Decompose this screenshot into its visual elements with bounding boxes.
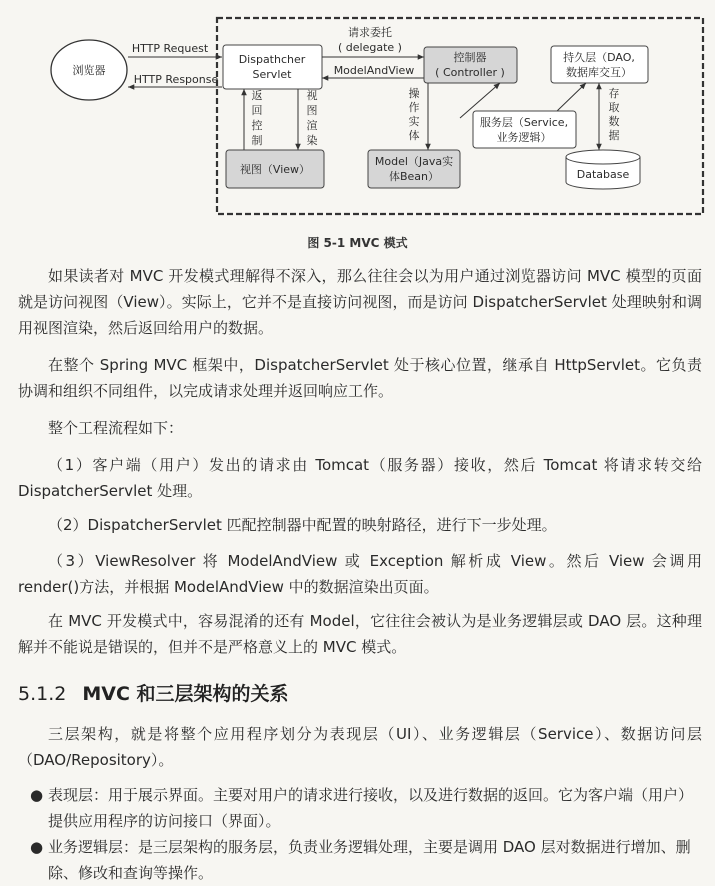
svg-text:数: 数	[608, 115, 620, 128]
mvc-diagram	[0, 0, 715, 232]
delegate-label-2: ( delegate )	[338, 41, 402, 54]
http-response-label: HTTP Response	[133, 73, 219, 86]
controller-label-1: 控制器	[453, 51, 487, 64]
persistence-label-1: 持久层（DAO,	[563, 51, 635, 64]
service-label-1: 服务层（Service,	[479, 116, 569, 129]
svg-text:返: 返	[251, 89, 263, 102]
bullet-item	[30, 782, 702, 834]
modelandview-label: ModelAndView	[333, 64, 415, 77]
delegate-label-1: 请求委托	[348, 26, 392, 39]
bullet-dot: ●	[30, 786, 44, 804]
svg-text:图: 图	[306, 104, 318, 117]
return-control-label	[252, 89, 263, 147]
dispatcher-servlet-box	[223, 45, 322, 89]
svg-text:回: 回	[251, 104, 263, 117]
bullet-dot: ●	[30, 838, 44, 856]
svg-text:取: 取	[608, 101, 620, 114]
svg-text:操: 操	[408, 87, 420, 100]
service-label-2: 业务逻辑）	[496, 131, 552, 144]
model-label-1: Model（Java实	[374, 155, 454, 168]
paragraph-5: （2）DispatcherServlet 匹配控制器中配置的映射路径，进行下一步处理。	[48, 516, 557, 534]
svg-text:体: 体	[408, 129, 420, 142]
browser-label: 浏览器	[72, 64, 106, 77]
svg-text:作: 作	[408, 101, 420, 114]
view-label: 视图（View）	[239, 163, 311, 176]
svg-text:据: 据	[608, 129, 620, 142]
bullet-text: 业务逻辑层：是三层架构的服务层，负责业务逻辑处理，主要是调用 DAO 层对数据进行增加、删除、修改和查询等操作。	[48, 838, 691, 882]
paragraph-4: （1）客户端（用户）发出的请求由 Tomcat（服务器）接收，然后 Tomcat 将请求转交给 DispatcherServlet 处理。	[18, 456, 702, 500]
figure-caption: 图 5-1 MVC 模式	[307, 236, 408, 250]
paragraph-3: 整个工程流程如下：	[48, 419, 184, 437]
bullet-text: 表现层：用于展示界面。主要对用户的请求进行接收，以及进行数据的返回。它为客户端（用户）提供应用程序的访问接口（界面）。	[48, 786, 694, 830]
paragraph-1: 如果读者对 MVC 开发模式理解得不深入，那么往往会以为用户通过浏览器访问 MVC 模型的页面就是访问视图（View）。实际上，它并不是直接访问视图，而是访问 DispatcherServlet 处理映射和调用视图渲染，然后返回给用户的数据。	[18, 267, 702, 337]
operate-entity-label	[409, 86, 420, 142]
service-persistence-arrow	[556, 83, 586, 112]
svg-text:实: 实	[408, 115, 420, 128]
svg-text:制: 制	[251, 134, 263, 147]
dispatcher-label-1: Dispathcher	[238, 53, 306, 66]
access-data-label	[609, 87, 620, 142]
dispatcher-label-2: Servlet	[252, 68, 292, 81]
svg-text:控: 控	[251, 119, 263, 132]
section-title: MVC 和三层架构的关系	[82, 683, 289, 705]
svg-text:视: 视	[306, 89, 318, 102]
view-render-label	[307, 89, 318, 147]
persistence-label-2: 数据库交互）	[566, 66, 632, 79]
http-request-label: HTTP Request	[131, 42, 209, 55]
paragraph-2: 在整个 Spring MVC 框架中，DispatcherServlet 处于核心位置，继承自 HttpServlet。它负责协调和组织不同组件，以完成请求处理并返回响应工作。	[18, 356, 702, 400]
paragraph-6: （3）ViewResolver 将 ModelAndView 或 Exception 解析成 View。然后 View 会调用 render()方法，并根据 ModelAndView 中的数据渲染出页面。	[18, 552, 702, 596]
svg-text:染: 染	[306, 134, 318, 147]
paragraph-7: 在 MVC 开发模式中，容易混淆的还有 Model，它往往会被认为是业务逻辑层或 DAO 层。这种理解并不能说是错误的，但并不是严格意义上的 MVC 模式。	[18, 612, 702, 656]
controller-label-2: ( Controller )	[435, 66, 505, 79]
section-heading	[18, 679, 289, 706]
bullet-item	[30, 834, 702, 886]
model-label-2: 体Bean）	[388, 170, 440, 183]
section-paragraph: 三层架构，就是将整个应用程序划分为表现层（UI）、业务逻辑层（Service）、数据访问层（DAO/Repository）。	[18, 725, 702, 769]
database-label: Database	[576, 168, 630, 181]
svg-text:存: 存	[608, 87, 620, 100]
section-number: 5.1.2	[18, 683, 67, 705]
svg-text:渲: 渲	[306, 119, 318, 132]
